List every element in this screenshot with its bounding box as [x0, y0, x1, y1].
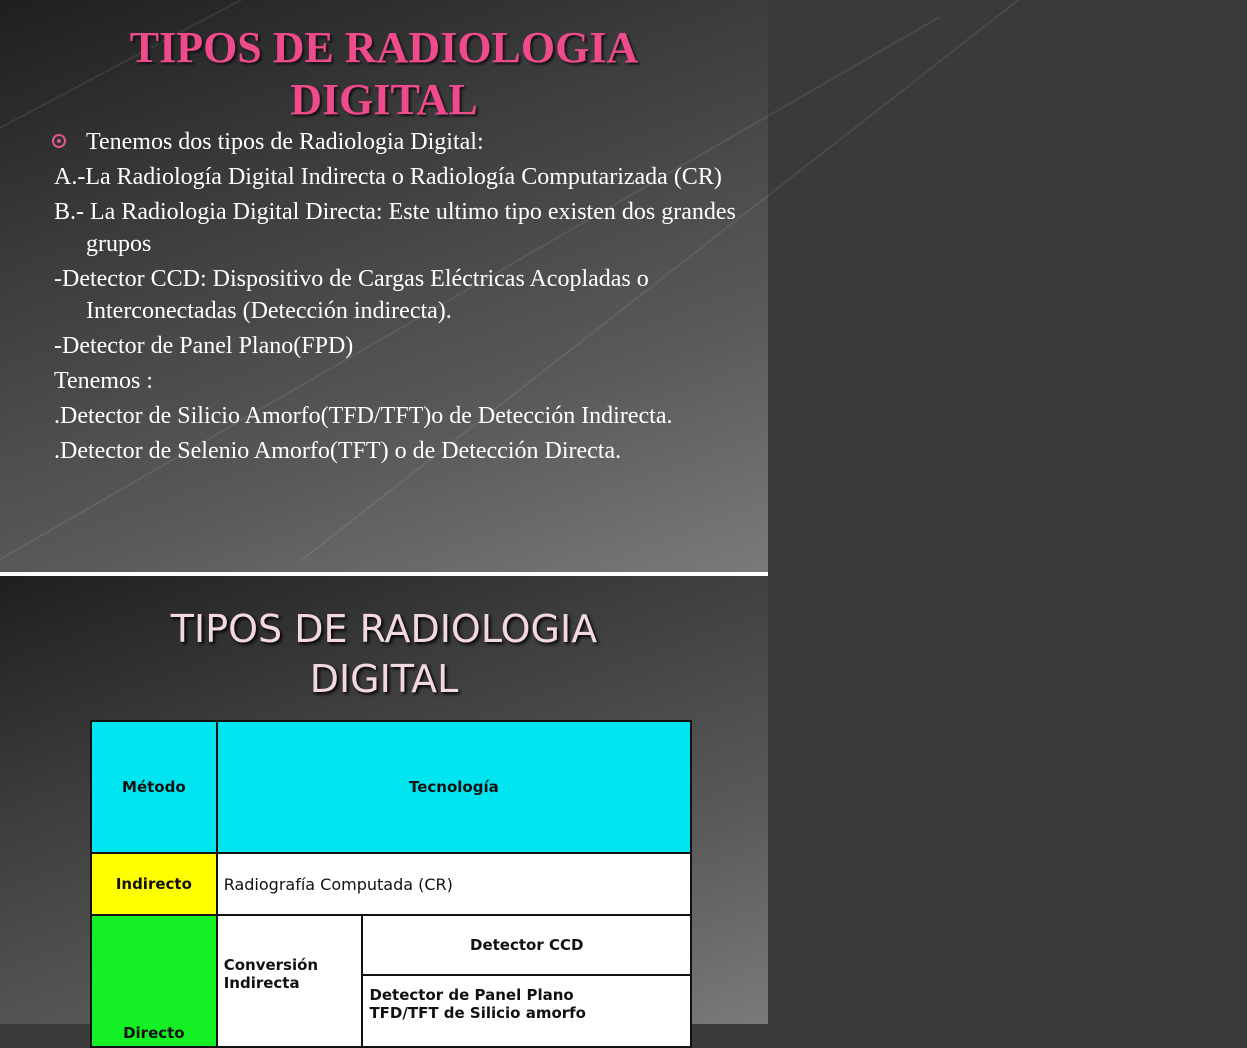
header-metodo: Método — [91, 721, 217, 853]
slide-1-title-line1: TIPOS DE RADIOLOGIA — [129, 23, 639, 72]
slide-2-title-line1: TIPOS DE RADIOLOGIA — [170, 607, 598, 651]
paragraph: .Detector de Selenio Amorfo(TFT) o de Detección Directa. — [54, 438, 622, 464]
bullet-item — [54, 126, 744, 158]
slide-1 — [0, 0, 768, 572]
conversion-indirecta: Conversión Indirecta — [217, 915, 363, 1047]
table-header-row — [91, 721, 691, 853]
panel-line2: TFD/TFT de Silicio amorfo — [369, 1004, 586, 1022]
metodo-directo: Directo — [91, 915, 217, 1047]
metodo-indirecto: Indirecto — [91, 853, 217, 915]
technology-table — [90, 720, 692, 1048]
slide-2-title — [0, 604, 768, 704]
paragraph: A.-La Radiología Digital Indirecta o Radiología Computarizada (CR) — [54, 164, 722, 190]
slide-1-title — [0, 22, 768, 126]
paragraph: -Detector de Panel Plano(FPD) — [54, 333, 354, 359]
paragraph: Tenemos : — [54, 368, 153, 394]
bullet-text: Tenemos dos tipos de Radiologia Digital: — [86, 129, 484, 155]
table-row — [91, 915, 691, 975]
slide-2-title-line2: DIGITAL — [309, 657, 459, 701]
tech-panel-plano — [362, 975, 691, 1047]
slide-1-title-line2: DIGITAL — [290, 75, 478, 124]
paragraph: B.- La Radiologia Digital Directa: Este ultimo tipo existen dos grandes grupos — [54, 199, 736, 257]
header-tecnologia: Tecnología — [217, 721, 691, 853]
table-row — [91, 853, 691, 915]
slide-1-body — [54, 126, 744, 467]
paragraph: -Detector CCD: Dispositivo de Cargas Eléctricas Acopladas o Interconectadas (Detección indirecta). — [54, 266, 649, 324]
panel-line1: Detector de Panel Plano — [369, 986, 574, 1004]
circle-bullet-icon — [52, 134, 66, 148]
tech-detector-ccd: Detector CCD — [362, 915, 691, 975]
tech-cr: Radiografía Computada (CR) — [217, 853, 691, 915]
paragraph: .Detector de Silicio Amorfo(TFD/TFT)o de Detección Indirecta. — [54, 403, 673, 429]
slide-2 — [0, 576, 768, 1042]
